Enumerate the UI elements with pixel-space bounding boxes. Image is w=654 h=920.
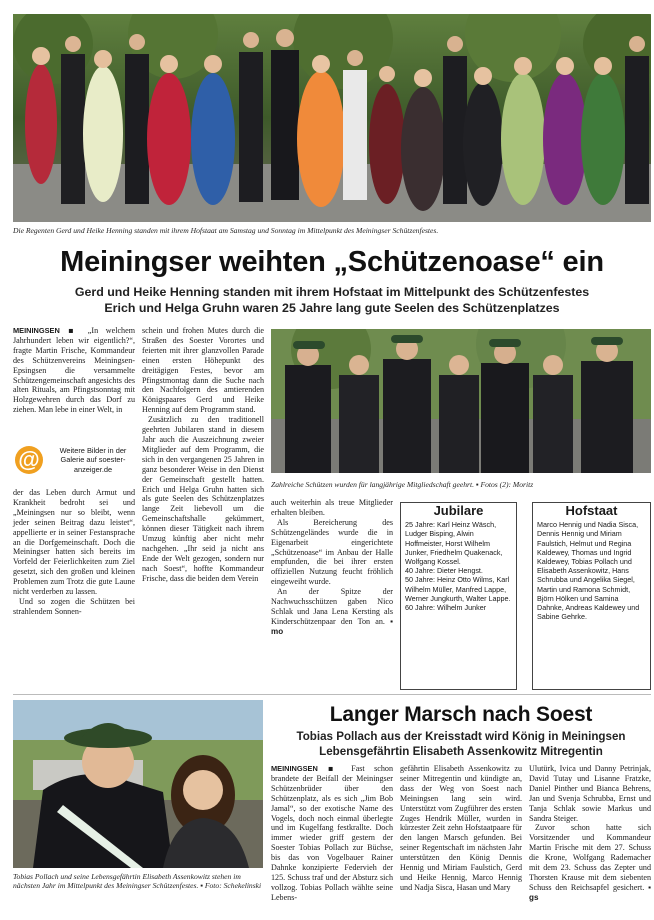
gallery-hint[interactable] [13,443,135,477]
top-col3-p1: auch weiterhin als treue Mitglieder erhalten bleiben. [271,498,393,517]
top-col3-p2: Als Bereicherung des Schützengeländes wurde die in Eigenarbeit eingerichtete „Schützenoase“ im Anbau der Halle empfunden, die bei ihrer ersten offiziellen Nutzung feucht fröhlich eingeweiht wurde. [271,517,393,587]
bottom-col3-signature: gs [529,892,539,902]
bottom-col3-text [529,764,651,903]
top-subhead-1: Gerd und Heike Henning standen mit ihrem Hofstaat im Mittelpunkt des Schützenfestes [74,285,590,299]
top-subhead-2: Erich und Helga Gruhn waren 25 Jahre lang gute Seelen des Schützenplatzes [104,301,560,315]
top-col2-p2: Zusätzlich zu den traditionell geehrten Jubilaren stand in diesem Jahr auch die Auszeichnung zweier Mitglieder auf dem Programm, die sich in den vergangenen 25 Jahren in ganz besonderer Weise in den Dienst der Gemeinschaft gestellt hatten. Erich und Helga Gruhn hatten sich als gute Seelen des Schützenplatzes lange Zeit liebevoll um die Gemeinschaftshalle gekümmert, können dieser Tätigkeit nach ihrem Umzug künftig aber nicht mehr nachgehen. „Ihr seid ja nicht ans Ende der Welt gezogen, sondern nur nach Soest“, hoffte Kommandeur Frische, dass die beiden dem Verein [142,415,264,583]
top-col2-text [142,326,264,584]
top-col3-p3: An der Spitze der Nachwuchsschützen gaben Nico Schlak und Jana Lena Kersting als Kinderschützenpaar den Ton an. ▪ [271,587,393,626]
jubilare-photo-illustration [271,329,651,473]
top-headline: Meiningser weihten „Schützenoase“ ein [60,246,604,278]
section-divider [13,694,651,695]
jubilare-photo-caption: Zahlreiche Schützen wurden für langjährige Mitgliedschaft geehrt. ▪ Fotos (2): Moritz [271,480,534,489]
top-dateline: MEININGSEN [13,326,60,335]
bottom-dateline: MEININGSEN [271,764,318,773]
top-col3-signature: mo [271,626,284,636]
at-sign-icon: @ [15,446,43,474]
hofstaat-text: Marco Hennig und Nadia Sisca, Dennis Hennig und Miriam Faulstich, Helmut und Regina Kaldewey, Thomas und Ingrid Kaldewey, Tobias Pollach und Elisabeth Assenkowitz, Hans Schrubba und Angelika Siegel, Martin und Ramona Schmidt, Björn Hölken und Samina Dahnke, Andreas Kaldewey und Sabine Gehrke. [537,520,640,622]
hofstaat-box [532,502,651,690]
bottom-col2-body: gefährtin Elisabeth Assenkowitz zu seiner Mitregentin und kündigte an, dass der Weg von Soest nach Meiningsen lang sein wird. Unterstützt vom Zugführer des ersten Zuges Hendrik Müller, wurden in kürzester Zeit zehn Hofstaatpaare für den langen Marsch gefunden. Bei seiner Regentschaft im nächsten Jahr unterstützen den König Dennis Hennig und Miriam Faulstich, Gerd und Heike Hennig, Marco Hennig und Nadja Sisca, Hasan und Mary [400,764,522,892]
bottom-subhead-1: Tobias Pollach aus der Kreisstadt wird König in Meiningsen [296,730,626,743]
gallery-hint-text: Weitere Bilder in der Galerie auf soester-anzeiger.de [59,446,127,474]
top-col1-intro: „In welchem Jahrhundert leben wir eigentlich?“, fragte Martin Frische, Kommandeur des Schützenvereins Meiningsen-Epsingsen die versammelte Schützengemeinschaft angesichts des alten Rituals, am Pfingstsonntag mit Holzgewehren durch das Dorf zu ziehen. Man lebe in einer Welt, in [13,326,135,415]
jubilare-title: Jubilare [433,503,484,518]
bottom-col1-text: MEININGSEN ▪ Fast schon brandete der Beifall der Meiningser Schützenbrüder über den Schützenplatz, als es sich „Jim Bob Jamal“, so der exotische Name des Vogels, doch noch einmal überlegte und im Kugelfang festkrallte. Doch immer wieder griff gestern der Soester Tobias Pollach zur Büchse, bis das von Vogelbauer Rainer Dahnke konzipierte Federvieh der 125. Schuss traf und der Absturz sich vollzog. Tobias Pollach wählte seine Lebens- [271,763,393,902]
jubilare-photo [271,329,651,473]
jubilare-line: 40 Jahre: Dieter Hengst. [405,566,483,576]
top-col1-text: MEININGSEN ▪ „In welchem Jahrhundert leben wir eigentlich?“, fragte Martin Frische, Kommandeur des Schützenvereins Meiningsen-Epsingsen die versammelte Schützengemeinschaft angesichts des alten Rituals, am Pfingstsonntag mit Holzgewehren durch das Dorf zu ziehen. Man lebe in einer Welt, in [13,325,135,415]
bottom-col1-body: Fast schon brandete der Beifall der Meiningser Schützenbrüder über den Schützenplatz, als es sich „Jim Bob Jamal“, so der exotische Name des Vogels, doch noch einmal überlegte und im Kugelfang festkrallte. Doch immer wieder griff gestern der Soester Tobias Pollach zur Büchse, bis das von Vogelbauer Rainer Dahnke konzipierte Federvieh der 125. Schuss traf und der Absturz sich vollzog. Tobias Pollach wählte seine Lebens- [271,764,393,902]
bottom-photo-royals [13,700,263,868]
bottom-col3-p1: Ulutürk, Ivica und Danny Petrinjak, David Tutay und Lisanne Fratzke, Daniel Pinther und Bianca Behrens, Jan und Svenja Schrubba, Ernst und Tanja Schlak sowie Markus und Sandra Steiger. [529,764,651,823]
top-col2-p1: schein und frohen Mutes durch die Straßen des Soester Vorortes und feierten mit ihrer glanzvollen Parade einen ersten Höhepunkt des dreitägigen Festes, bevor am Pfingstmontag dann die Suche nach den Nachfolgern des amtierenden Königspaares Gerd und Heike Henning auf dem Programm stand. [142,326,264,415]
top-col1-rest [13,488,135,617]
group-photo-illustration [13,14,651,222]
jubilare-line: 50 Jahre: Heinz Otto Wilms, Karl Wilhelm Müller, Manfred Lappe, Werner Jungkurth, Walter Lappe. [405,575,511,603]
bottom-col2-text [400,764,522,893]
top-photo-caption: Die Regenten Gerd und Heike Henning standen mit ihrem Hofstaat am Samstag und Sonntag im Mittelpunkt des Meiningser Schützenfestes. [13,226,439,235]
bottom-photo-caption: Tobias Pollach und seine Lebensgefährtin Elisabeth Assenkowitz stehen im nächsten Jahr im Mittelpunkt des Meiningser Schützenfestes. ▪ Foto: Schekelinski [13,872,262,890]
jubilare-line: 25 Jahre: Karl Heinz Wäsch, Ludger Bisping, Alwin Hoffmeister, Horst Wilhelm Junker, Friedhelm Quakenack, Wolfgang Kossel. [405,520,503,567]
bottom-col3-p2: Zuvor schon hatte sich Vorsitzender und Kommandeur Martin Frische mit dem 27. Schuss die Krone, Wolfgang Rademacher mit dem 23. Schuss das Zepter und Thorsten Krause mit dem siebenten Schuss den Reichsapfel gesichert. ▪ [529,823,651,892]
top-col1-p2: Und so zogen die Schützen bei strahlendem Sonnen- [13,596,135,616]
royal-couple-illustration [13,700,263,868]
bottom-subhead-2: Lebensgefährtin Elisabeth Assenkowitz Mitregentin [319,745,603,758]
jubilare-box [400,502,517,690]
top-col1-p1: der das Leben durch Armut und Krankheit bedroht sei und „Meiningsen nur so bleibt, wenn jeder seinen Beitrag dazu leistet“, appellierte er in seiner Festansprache an die Dorfgemeinschaft. Doch die Meiningser hatten sich bereits im Vorfeld der Feierlichkeiten zum Ziel gesetzt, sich den großen und kleinen Problemen zum Trotz die gute Laune nicht verderben zu lassen. [13,488,135,597]
jubilare-line: 60 Jahre: Wilhelm Junker [405,603,487,613]
bottom-headline: Langer Marsch nach Soest [329,703,593,726]
top-col3-text [271,498,393,637]
top-photo-court [13,14,651,222]
hofstaat-title: Hofstaat [565,503,618,518]
